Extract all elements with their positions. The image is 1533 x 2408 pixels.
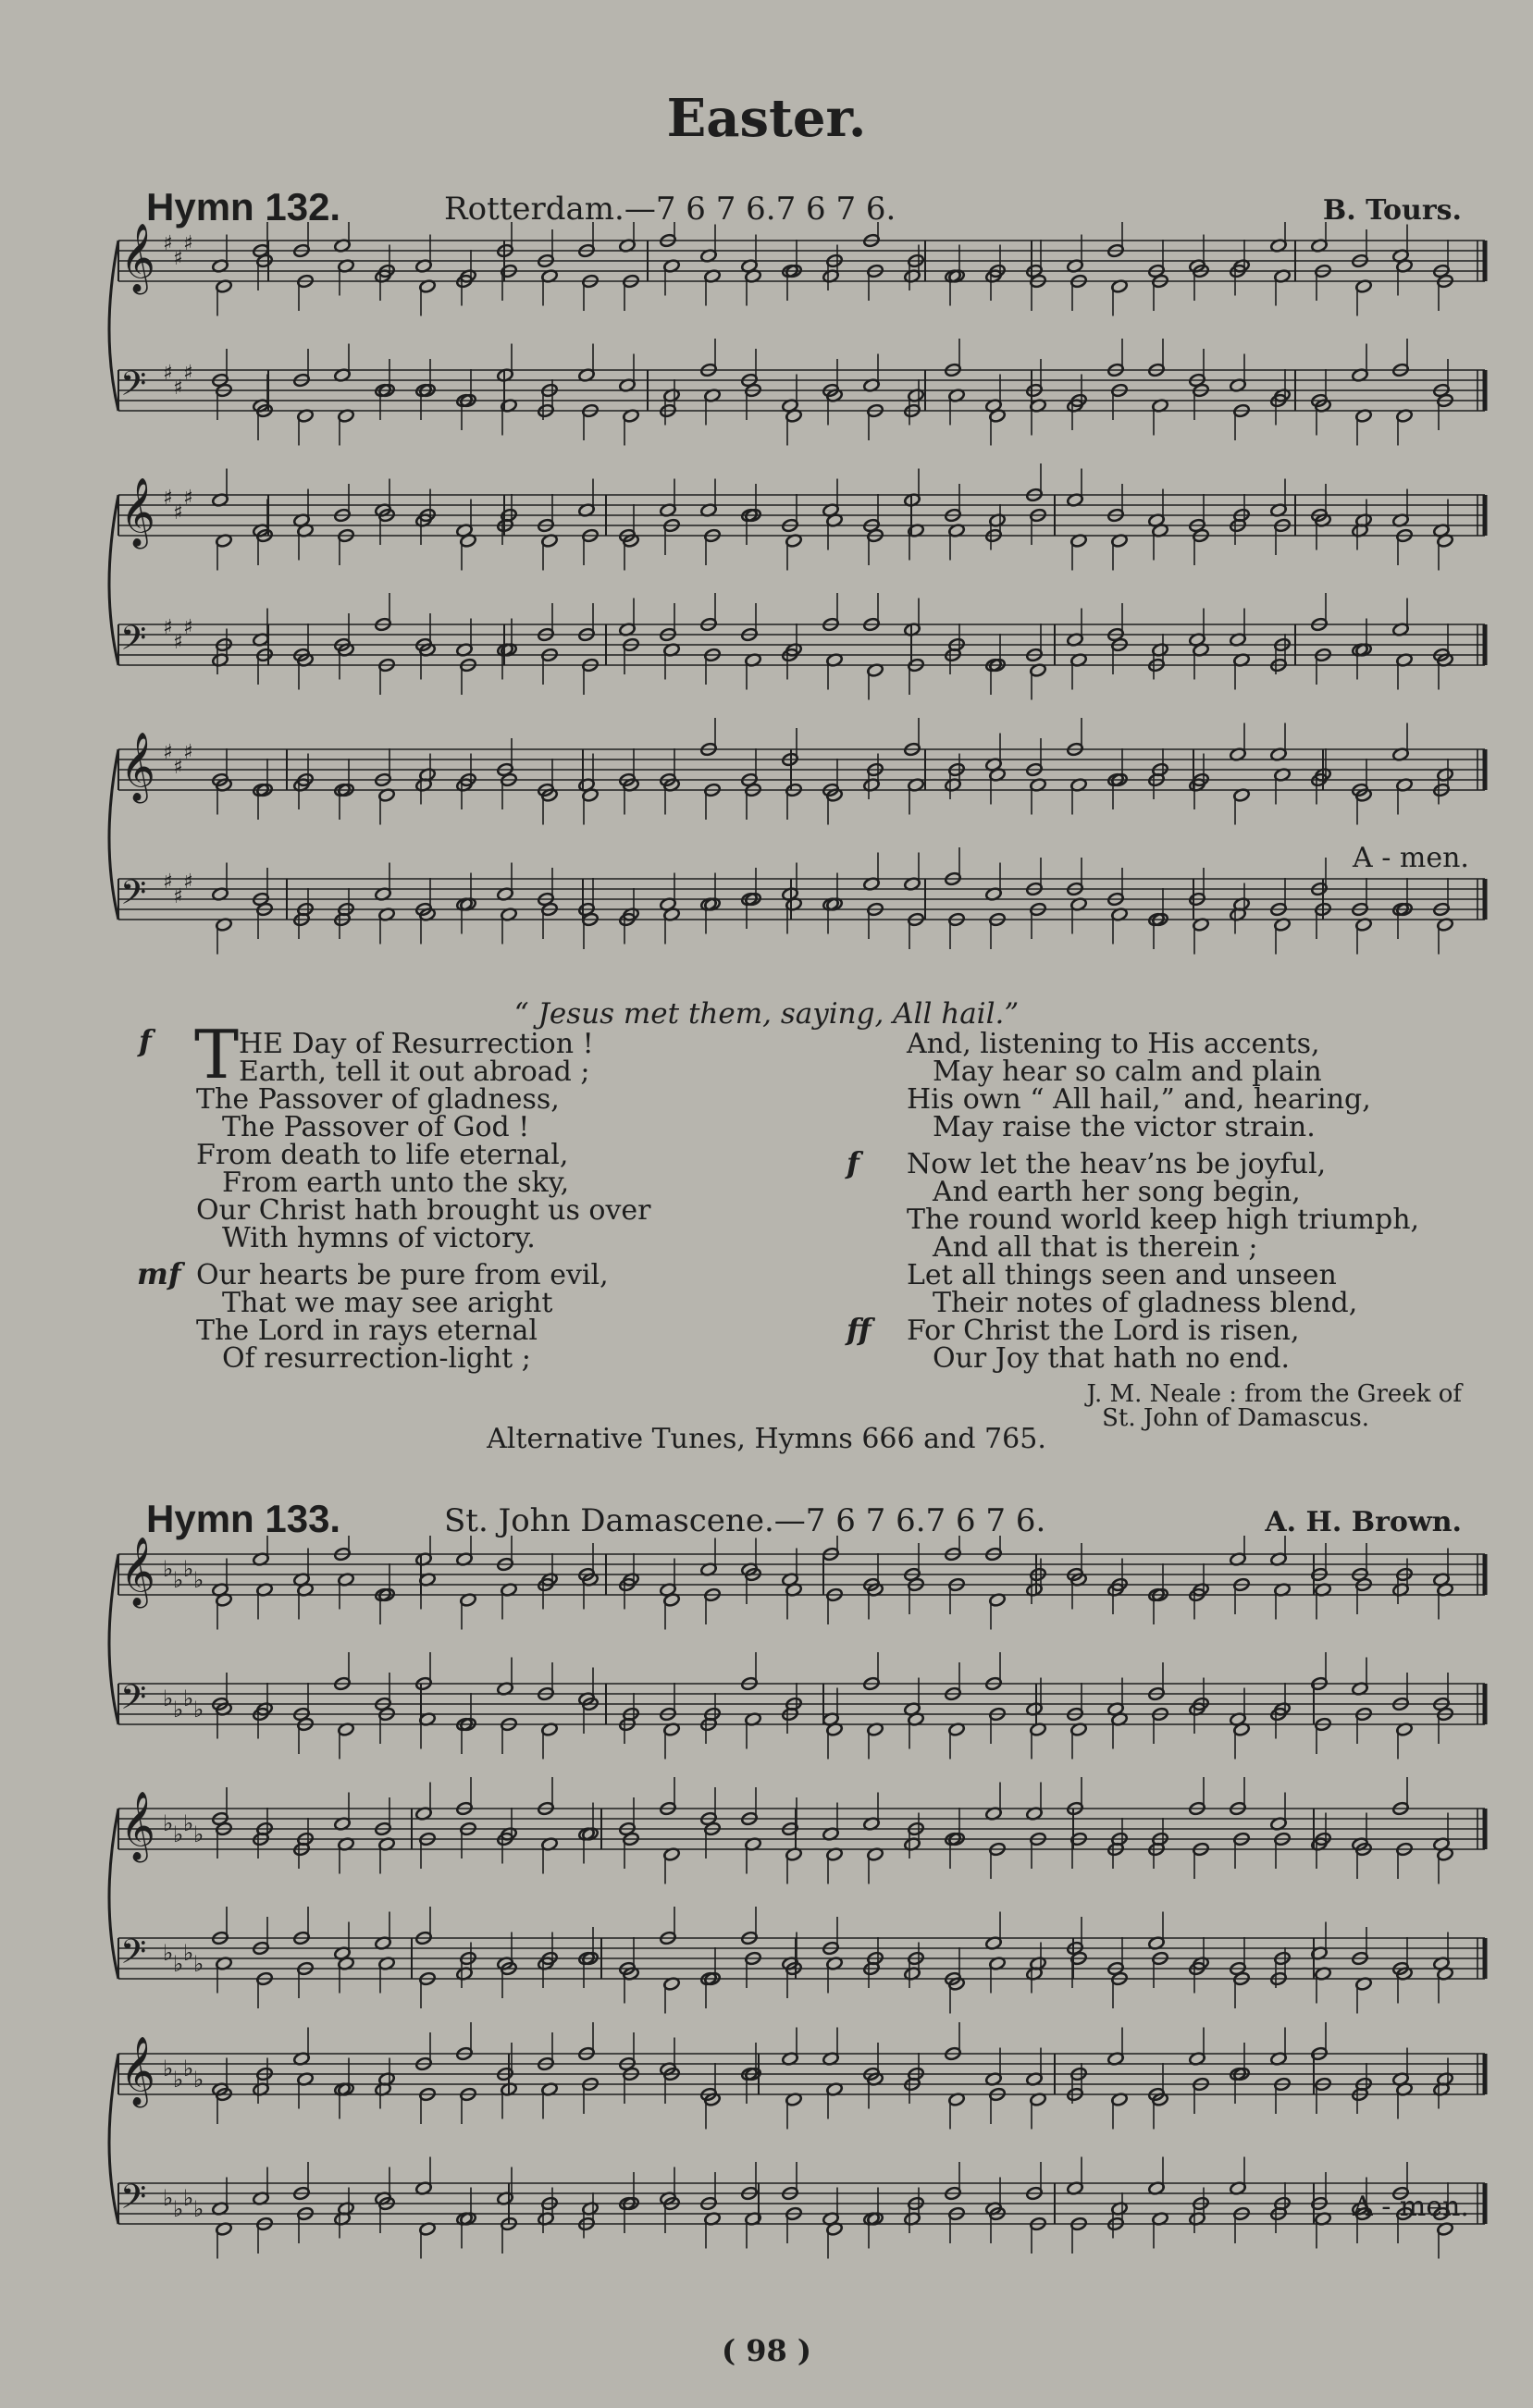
verse-line: Our hearts be pure from evil, [196,1259,609,1291]
svg-text:♭: ♭ [183,1556,194,1582]
verse-line: HE Day of Resurrection ! [239,1028,594,1060]
svg-text:𝄢: 𝄢 [120,1933,147,1980]
svg-text:𝄞: 𝄞 [120,478,155,547]
svg-text:𝄞: 𝄞 [120,1792,155,1860]
composer: B. Tours. [1322,194,1462,227]
svg-text:♭: ♭ [173,2067,184,2093]
verse-line: Our Joy that hath no end. [933,1342,1291,1375]
verse-line: May hear so calm and plain [933,1056,1322,1088]
svg-text:♭: ♭ [193,2067,204,2093]
svg-text:♭: ♭ [163,2056,174,2081]
svg-text:𝄢: 𝄢 [120,1678,147,1725]
svg-text:♯: ♯ [173,885,183,908]
svg-text:♭: ♭ [183,2056,194,2081]
verse-line: His own “ All hail,” and, hearing, [907,1083,1371,1116]
composer: A. H. Brown. [1265,1506,1462,1538]
hymn-number: Hymn 133. [146,1497,341,1540]
svg-text:𝄞: 𝄞 [120,733,155,801]
verse-line: From death to life eternal, [196,1139,569,1171]
svg-text:♭: ♭ [163,1556,174,1582]
svg-text:♭: ♭ [173,1697,184,1723]
svg-text:𝄢: 𝄢 [120,2178,147,2225]
svg-text:♯: ♯ [163,232,173,255]
hymn-number: Hymn 132. [146,185,341,228]
amen-label: A - men. [1353,2191,1469,2223]
svg-text:𝄞: 𝄞 [120,1537,155,1606]
svg-text:♭: ♭ [163,2185,174,2211]
svg-text:♭: ♭ [183,1810,194,1836]
verse-line: With hymns of victory. [222,1222,536,1254]
verse-line: Now let the heav’ns be joyful, [907,1148,1327,1180]
dynamic-mark: f [847,1145,859,1180]
verse-line: And all that is therein ; [933,1231,1258,1264]
svg-text:♭: ♭ [183,2185,194,2211]
verse-line: May raise the victor strain. [933,1111,1316,1143]
verse-line: Our Christ hath brought us over [196,1194,651,1227]
verse-line: Earth, tell it out abroad ; [239,1056,590,1088]
verse-line: Their notes of gladness blend, [933,1287,1358,1319]
svg-text:𝄢: 𝄢 [120,873,147,920]
verse-line: From earth unto the sky, [222,1167,570,1199]
verse-line: And, listening to His accents, [907,1028,1320,1060]
svg-text:♯: ♯ [163,741,173,764]
svg-text:♯: ♯ [173,631,183,654]
svg-text:♭: ♭ [193,2196,204,2222]
dynamic-mark: f [139,1023,152,1058]
svg-text:♯: ♯ [173,501,183,525]
attribution-line: St. John of Damascus. [1102,1404,1369,1432]
verse-line: The round world keep high triumph, [907,1204,1420,1236]
svg-text:♭: ♭ [173,1821,184,1847]
svg-text:♯: ♯ [183,741,193,764]
svg-text:♭: ♭ [173,1951,184,1977]
svg-text:♭: ♭ [173,2196,184,2222]
attribution-line: J. M. Neale : from the Greek of [1086,1380,1462,1408]
svg-text:♭: ♭ [193,1697,204,1723]
hymn-133-score [0,1536,1533,2313]
svg-text:♭: ♭ [163,1686,174,1711]
svg-text:♭: ♭ [183,1686,194,1711]
alternative-tunes: Alternative Tunes, Hymns 666 and 765. [487,1423,1046,1455]
svg-text:♭: ♭ [173,1567,184,1593]
svg-text:𝄞: 𝄞 [120,224,155,292]
svg-text:♯: ♯ [163,871,173,894]
svg-text:♯: ♯ [183,232,193,255]
page-number: ( 98 ) [721,2333,812,2368]
verse-line: The Lord in rays eternal [196,1315,538,1347]
verse-line: The Passover of God ! [222,1111,530,1143]
dynamic-mark: ff [847,1312,872,1347]
svg-text:♯: ♯ [173,247,183,270]
verse-line: Of resurrection-light ; [222,1342,531,1375]
svg-text:𝄞: 𝄞 [120,2037,155,2105]
svg-text:♭: ♭ [163,1940,174,1966]
verse-line: And earth her song begin, [933,1176,1301,1208]
verse-line: For Christ the Lord is risen, [907,1315,1300,1347]
dynamic-mark: mf [137,1256,181,1291]
svg-text:♭: ♭ [163,1810,174,1836]
svg-text:♯: ♯ [173,377,183,400]
svg-text:♯: ♯ [173,756,183,779]
verse-line: The Passover of gladness, [196,1083,560,1116]
verse-line: That we may see aright [222,1287,553,1319]
svg-text:♯: ♯ [163,616,173,639]
svg-text:𝄢: 𝄢 [120,619,147,666]
verse-line: Let all things seen and unseen [907,1259,1337,1291]
svg-text:♭: ♭ [193,1951,204,1977]
tune-name: Rotterdam.—7 6 7 6.7 6 7 6. [444,191,896,228]
svg-text:♭: ♭ [193,1567,204,1593]
svg-text:♯: ♯ [163,362,173,385]
drop-cap: T [194,1016,240,1093]
svg-text:♯: ♯ [183,871,193,894]
svg-text:♭: ♭ [183,1940,194,1966]
epigraph: “ Jesus met them, saying, All hail.” [513,997,1020,1031]
svg-text:♯: ♯ [163,487,173,510]
tune-name: St. John Damascene.—7 6 7 6.7 6 7 6. [444,1502,1046,1539]
amen-label: A - men. [1353,842,1469,874]
section-title: Easter. [666,88,867,149]
svg-text:♯: ♯ [183,487,193,510]
svg-text:♯: ♯ [183,616,193,639]
svg-text:♯: ♯ [183,362,193,385]
svg-text:♭: ♭ [193,1821,204,1847]
svg-text:𝄢: 𝄢 [120,364,147,412]
